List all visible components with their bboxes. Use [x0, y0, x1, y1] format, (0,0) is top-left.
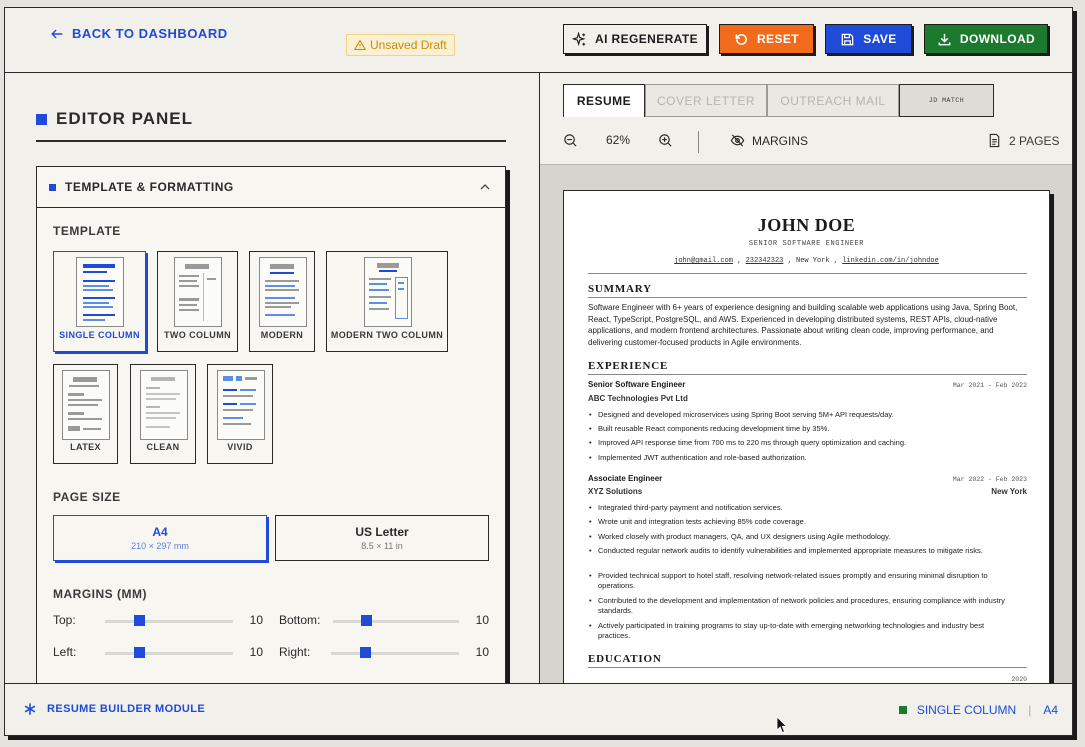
page-count: [987, 133, 1059, 148]
template-label-two-column: TWO COLUMN: [164, 330, 231, 340]
template-label: TEMPLATE: [53, 224, 121, 238]
education-divider: [588, 667, 1027, 668]
margin-right-value: 10: [475, 645, 489, 659]
summary-heading: SUMMARY: [588, 283, 652, 295]
title-divider: [36, 140, 506, 142]
status-bar: [5, 683, 1072, 736]
template-clean[interactable]: [130, 364, 196, 464]
job-title-1: Senior Software Engineer: [588, 380, 686, 389]
chevron-up-icon[interactable]: [479, 181, 491, 193]
template-label-latex: LATEX: [70, 442, 101, 452]
module-text: RESUME BUILDER MODULE: [47, 703, 206, 715]
resume-contact: john@gmail.com , 232342323 , New York , linkedin.com/in/johndoe: [674, 257, 939, 265]
sparkle-icon: [572, 32, 587, 47]
margin-bottom-value: 10: [475, 613, 489, 627]
single-column-thumbnail: [76, 257, 124, 327]
floppy-disk-icon: [840, 32, 855, 47]
save-label: SAVE: [863, 32, 897, 46]
resume-role: SENIOR SOFTWARE ENGINEER: [748, 240, 865, 248]
status-separator: |: [1028, 703, 1032, 717]
two-column-thumbnail: [174, 257, 222, 327]
zoom-in-icon: [658, 133, 673, 148]
education-year: 2020: [1011, 676, 1027, 683]
resume-email[interactable]: john@gmail.com: [674, 257, 733, 265]
template-label-modern: MODERN: [260, 330, 304, 340]
margin-right-label: Right:: [279, 645, 311, 659]
back-label: BACK TO DASHBOARD: [72, 26, 228, 41]
tab-outreach-mail[interactable]: OUTREACH MAIL: [767, 84, 899, 117]
tab-cover-letter[interactable]: COVER LETTER: [645, 84, 767, 117]
rotate-ccw-icon: [734, 32, 749, 47]
warning-icon: [354, 39, 366, 51]
margin-top-label: Top:: [53, 613, 76, 627]
resume-location: New York: [796, 257, 830, 265]
experience-divider: [588, 374, 1027, 375]
page-size-letter-dims: 8.5 × 11 in: [361, 541, 403, 551]
section-title: TEMPLATE & FORMATTING: [65, 180, 234, 194]
reset-label: RESET: [756, 32, 799, 46]
page-size-a4-dims: 210 × 297 mm: [131, 541, 189, 551]
margin-right-slider[interactable]: [331, 652, 459, 655]
zoom-out-icon: [563, 133, 578, 148]
template-label-modern-two-column: MODERN TWO COLUMN: [330, 330, 444, 340]
preview-panel: [540, 73, 1072, 683]
template-vivid[interactable]: [207, 364, 273, 464]
job1-bullet-2: • Built reusable React components reducing development time by 35%.: [598, 424, 1012, 434]
template-latex[interactable]: [53, 364, 118, 464]
margin-bottom-slider[interactable]: [333, 620, 459, 623]
latex-thumbnail: [62, 370, 110, 440]
template-modern[interactable]: [249, 251, 315, 352]
job2-bullet-3: • Worked closely with product managers, QA, and UX designers using Agile methodology.: [598, 532, 1012, 542]
margin-left-label: Left:: [53, 645, 77, 659]
template-single-column[interactable]: [53, 251, 146, 352]
page-count-label: 2 PAGES: [1009, 133, 1060, 148]
vivid-thumbnail: [217, 370, 265, 440]
page-size-label: PAGE SIZE: [53, 490, 121, 504]
page-size-a4-name: A4: [152, 525, 168, 539]
template-label-vivid: VIVID: [227, 442, 253, 452]
job-location-2: New York: [991, 487, 1027, 496]
resume-name: JOHN DOE: [757, 215, 856, 235]
clean-thumbnail: [140, 370, 188, 440]
margins-toggle[interactable]: [730, 133, 808, 148]
status-size: A4: [1043, 703, 1058, 717]
toolbar-divider: [698, 131, 699, 153]
resume-phone: 232342323: [745, 257, 784, 265]
margin-right-handle[interactable]: [360, 647, 371, 658]
job2-bullet-5: • Provided technical support to hotel staff, resolving network-related issues promptly and ensuring minimal disruption to operations.: [598, 571, 1012, 591]
job1-bullet-4: • Implemented JWT authentication and role-based authorization.: [598, 453, 1012, 463]
page-size-a4[interactable]: [53, 515, 267, 561]
status-square-icon: [899, 706, 907, 714]
page-size-us-letter[interactable]: [275, 515, 489, 561]
margins-label: MARGINS (MM): [53, 587, 147, 601]
template-two-column[interactable]: [157, 251, 238, 352]
back-to-dashboard-link[interactable]: [50, 26, 228, 41]
eye-off-icon: [730, 133, 745, 148]
save-button[interactable]: [825, 24, 912, 54]
tab-resume[interactable]: RESUME: [563, 84, 645, 117]
module-label: [23, 702, 205, 716]
margin-left-value: 10: [249, 645, 263, 659]
editor-title-text: EDITOR PANEL: [56, 109, 193, 128]
resume-page: [563, 190, 1050, 683]
margin-top-slider[interactable]: [105, 620, 233, 623]
status-info: [899, 703, 1058, 717]
job-title-2: Associate Engineer: [588, 474, 663, 483]
margin-top-value: 10: [249, 613, 263, 627]
preview-toolbar: [540, 73, 1072, 165]
section-square-icon: [49, 184, 56, 191]
job1-bullet-3: • Improved API response time from 700 ms to 220 ms through query optimization and caching.: [598, 438, 1012, 448]
zoom-out-button[interactable]: [563, 133, 578, 148]
margin-top-handle[interactable]: [134, 615, 145, 626]
zoom-in-button[interactable]: [658, 133, 673, 148]
template-formatting-header[interactable]: [37, 167, 505, 208]
margin-bottom-label: Bottom:: [279, 613, 321, 627]
modern-thumbnail: [259, 257, 307, 327]
mouse-cursor-icon: [776, 716, 788, 734]
tab-jd-match[interactable]: JD MATCH: [899, 84, 994, 117]
margins-toggle-label: MARGINS: [752, 133, 809, 148]
template-formatting-card: [36, 166, 506, 683]
summary-divider: [588, 297, 1027, 298]
asterisk-icon: [23, 702, 37, 716]
margin-bottom-handle[interactable]: [361, 615, 372, 626]
template-modern-two-column[interactable]: [326, 251, 448, 352]
draft-label: Unsaved Draft: [370, 38, 447, 52]
job2-bullet-2: • Wrote unit and integration tests achieving 85% code coverage.: [598, 517, 1012, 527]
template-label-clean: CLEAN: [146, 442, 180, 452]
document-icon: [987, 133, 1002, 148]
title-square-icon: [36, 114, 47, 125]
ai-regenerate-button[interactable]: [563, 24, 707, 54]
job-dates-1: Mar 2021 - Feb 2022: [952, 382, 1027, 389]
experience-heading: EXPERIENCE: [588, 360, 669, 372]
status-template: SINGLE COLUMN: [916, 703, 1017, 717]
top-bar: [5, 8, 1072, 73]
header-divider: [588, 273, 1027, 274]
education-heading: EDUCATION: [588, 653, 662, 665]
margin-left-handle[interactable]: [134, 647, 145, 658]
ai-regenerate-label: AI REGENERATE: [595, 32, 698, 46]
summary-text: Software Engineer with 6+ years of experience designing and building scalable web applications using Java, Spring Boot, React, TypeScript, PostgreSQL, and AWS. Experienced in developing distributed systems, REST APIs, cloud-native applications, and modern frontend architectures. Passionate about writing clean code, improving performance, and delivering customer-focused products in Agile environments.: [588, 303, 1018, 347]
modern-two-column-thumbnail: [364, 257, 412, 327]
page-size-letter-name: US Letter: [355, 525, 409, 539]
download-button[interactable]: [924, 24, 1048, 54]
download-label: DOWNLOAD: [959, 32, 1036, 46]
job1-bullet-1: • Designed and developed microservices using Spring Boot serving 5M+ API requests/day.: [598, 410, 1012, 420]
app-window: [4, 7, 1073, 736]
arrow-left-icon: [50, 27, 64, 41]
job-company-1: ABC Technologies Pvt Ltd: [588, 394, 688, 403]
download-icon: [937, 32, 952, 47]
job2-bullet-4: • Conducted regular network audits to identify vulnerabilities and implemented appropriate measures to mitigate risks.: [598, 546, 1012, 556]
margin-left-slider[interactable]: [105, 652, 233, 655]
unsaved-draft-badge: [346, 34, 455, 56]
job-company-2: XYZ Solutions: [588, 487, 643, 496]
editor-panel: [5, 73, 540, 683]
reset-button[interactable]: [719, 24, 814, 54]
zoom-level: 62%: [606, 133, 631, 147]
job2-bullet-6: • Contributed to the development and implementation of network policies and procedures, ensuring compliance with industry standards.: [598, 596, 1012, 616]
resume-linkedin[interactable]: linkedin.com/in/johndoe: [842, 257, 939, 265]
job2-bullet-7: • Actively participated in training programs to stay up-to-date with emerging networking technologies and industry best practices.: [598, 621, 1012, 641]
editor-panel-title: [36, 109, 193, 129]
job2-bullet-1: • Integrated third-party payment and notification services.: [598, 503, 1012, 513]
job-dates-2: Mar 2022 - Feb 2023: [952, 476, 1027, 483]
template-label-single-column: SINGLE COLUMN: [59, 330, 140, 340]
